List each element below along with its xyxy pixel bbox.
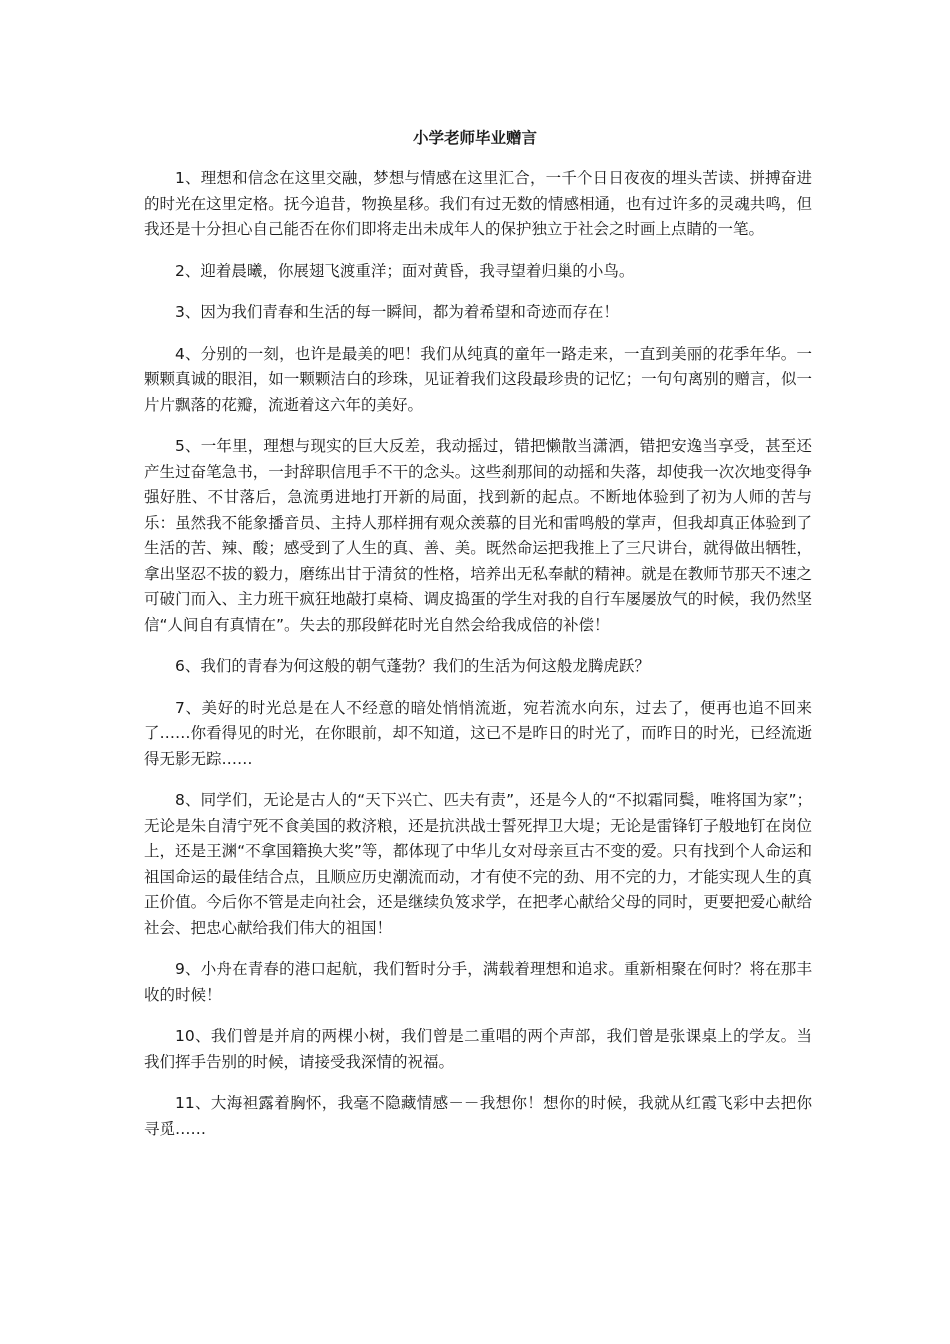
paragraph-3: 3、因为我们青春和生活的每一瞬间，都为着希望和奇迹而存在！ bbox=[175, 303, 619, 321]
paragraph-8: 8、同学们，无论是古人的“天下兴亡、匹夫有责”，还是今人的“不拟霜同鬓，唯将国为家”；无论是朱自清宁死不食美国的救济粮，还是抗洪战士誓死捍卫大堤；无论是雷锋钉子般地钉在岗位上，还是王渊“不拿国籍换大奖”等，都体现了中华儿女对母亲亘古不变的爱。只有找到个人命运和祖国命运的最佳结合点，且顺应历史潮流而动，才有使不完的劲、用不完的力，才能实现人生的真正价值。今后你不管是走向社会，还是继续负笈求学，在把孝心献给父母的同时，更要把爱心献给社会、把忠心献给我们伟大的祖国！ bbox=[144, 791, 812, 937]
paragraph-2: 2、迎着晨曦，你展翅飞渡重洋；面对黄昏，我寻望着归巢的小鸟。 bbox=[175, 261, 635, 280]
paragraph-11: 11、大海袒露着胸怀，我毫不隐藏情感－－我想你！想你的时候，我就从红霞飞彩中去把你寻觅…… bbox=[144, 1094, 812, 1138]
paragraph-5: 5、一年里，理想与现实的巨大反差，我动摇过，错把懒散当潇洒，错把安逸当享受，甚至还产生过奋笔急书，一封辞职信甩手不干的念头。这些刹那间的动摇和失落，却使我一次次地变得争强好胜、不甘落后，急流勇进地打开新的局面，找到新的起点。不断地体验到了初为人师的苦与乐：虽然我不能象播音员、主持人那样拥有观众羡慕的目光和雷鸣般的掌声，但我却真正体验到了生活的苦、辣、酸；感受到了人生的真、善、美。既然命运把我推上了三尺讲台，就得做出牺牲，拿出坚忍不拔的毅力，磨练出甘于清贫的性格，培养出无私奉献的精神。就是在教师节那天不速之可破门而入、主力班干疯狂地敲打桌椅、调皮捣蛋的学生对我的自行车屡屡放气的时候，我仍然坚信“人间自有真情在”。失去的那段鲜花时光自然会给我成倍的补偿！ bbox=[144, 437, 812, 634]
paragraph-4: 4、分别的一刻，也许是最美的吧！我们从纯真的童年一路走来，一直到美丽的花季年华。一颗颗真诚的眼泪，如一颗颗洁白的珍珠，见证着我们这段最珍贵的记忆；一句句离别的赠言，似一片片飘落的花瓣，流逝着这六年的美好。 bbox=[144, 344, 812, 414]
paragraph-7: 7、美好的时光总是在人不经意的暗处悄悄流逝，宛若流水向东，过去了，便再也追不回来了……你看得见的时光，在你眼前，却不知道，这已不是昨日的时光了，而昨日的时光，已经流逝得无影无踪…… bbox=[144, 698, 812, 768]
paragraph-1: 1、理想和信念在这里交融，梦想与情感在这里汇合，一千个日日夜夜的埋头苦读、拼搏奋进的时光在这里定格。抚今追昔，物换星移。我们有过无数的情感相通，也有过许多的灵魂共鸣，但我还是十分担心自己能否在你们即将走出未成年人的保护独立于社会之时画上点睛的一笔。 bbox=[144, 169, 812, 238]
paragraph-9: 9、小舟在青春的港口起航，我们暂时分手，满载着理想和追求。重新相聚在何时？将在那丰收的时候！ bbox=[144, 960, 812, 1004]
document-title: 小学老师毕业赠言 bbox=[412, 129, 537, 147]
paragraph-10: 10、我们曾是并肩的两棵小树，我们曾是二重唱的两个声部，我们曾是张课桌上的学友。当我们挥手告别的时候，请接受我深情的祝福。 bbox=[144, 1027, 812, 1071]
paragraph-6: 6、我们的青春为何这般的朝气蓬勃？我们的生活为何这般龙腾虎跃？ bbox=[175, 657, 650, 675]
document-body bbox=[144, 166, 812, 1158]
